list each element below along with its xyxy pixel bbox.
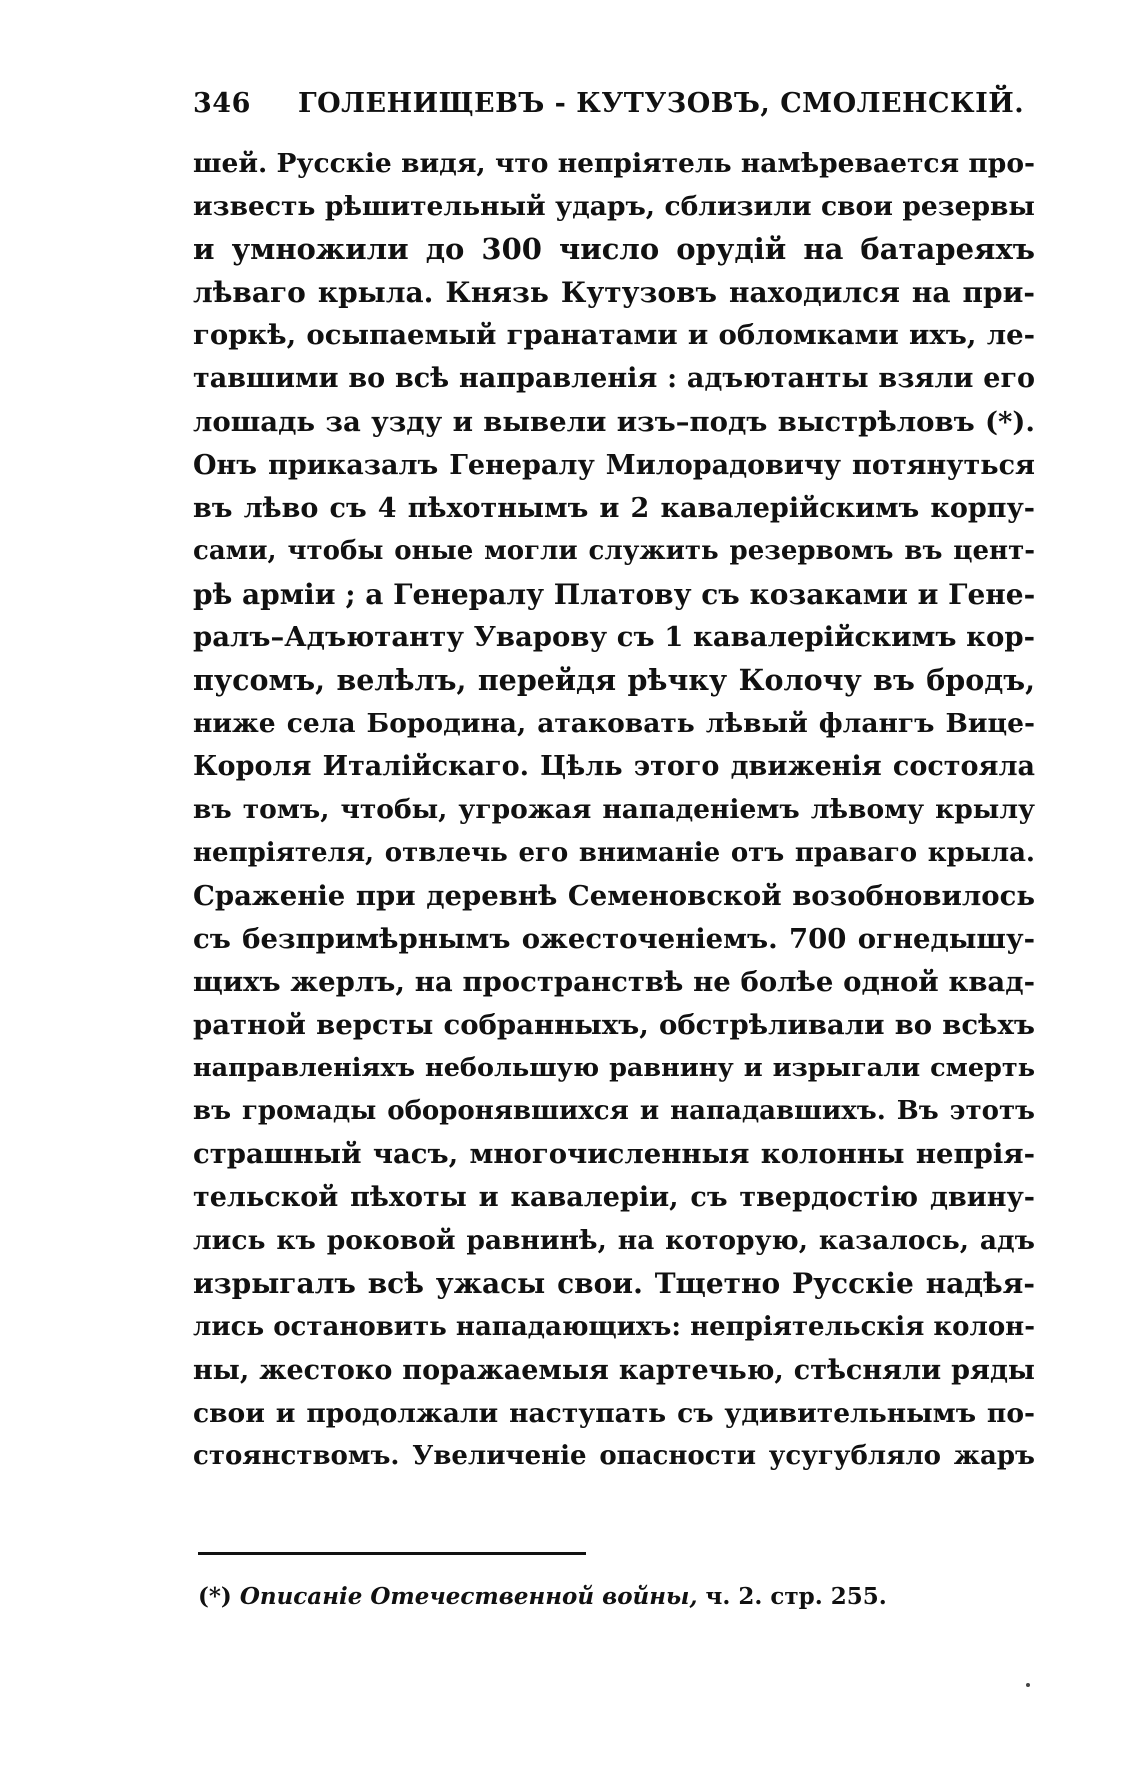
footnote-marker: (*) [198, 1583, 232, 1610]
text-line: направленіяхъ небольшую равнину и изрыгали смерть [193, 1052, 1035, 1083]
text-line: лись остановить нападающихъ: непріятельскія колон- [193, 1311, 1035, 1342]
text-line: въ громады оборонявшихся и нападавшихъ. Въ этотъ [193, 1096, 1035, 1127]
text-line: лошадь за узду и вывели изъ–подъ выстрѣловъ (*). [193, 405, 1035, 438]
text-line: рѣ арміи ; а Генералу Платову съ козаками и Гене- [193, 577, 1035, 611]
text-line: ниже села Бородина, атаковать лѣвый флангъ Вице- [193, 708, 1035, 740]
text-line: известь рѣшительный ударъ, сблизили свои резервы [193, 191, 1035, 223]
text-line: въ лѣво съ 4 пѣхотнымъ и 2 кавалерійскимъ корпу- [193, 492, 1035, 524]
page-number: 346 [193, 88, 251, 119]
running-title: ГОЛЕНИЩЕВЪ - КУТУЗОВЪ, СМОЛЕНСКІЙ. [298, 88, 1025, 119]
body-text [193, 142, 1035, 1478]
footnote-rule [198, 1552, 586, 1555]
footnote-reference: ч. 2. стр. 255. [705, 1583, 887, 1610]
text-line: съ безпримѣрнымъ ожесточеніемъ. 700 огнедышу- [193, 922, 1035, 955]
text-line: сами, чтобы оные могли служить резервомъ въ цент- [193, 535, 1035, 566]
text-line: свои и продолжали наступать съ удивительнымъ по- [193, 1397, 1035, 1429]
text-line: тельской пѣхоты и кавалеріи, съ твердостію двину- [193, 1182, 1035, 1214]
text-line: и умножили до 300 число орудій на батареяхъ [193, 232, 1035, 267]
text-line: ралъ–Адъютанту Уварову съ 1 кавалерійскимъ кор- [193, 621, 1035, 654]
text-line: изрыгалъ всѣ ужасы свои. Тщетно Русскіе надѣя- [193, 1267, 1035, 1301]
text-line: горкѣ, осыпаемый гранатами и обломками ихъ, ле- [193, 319, 1035, 352]
ink-speck [1026, 1683, 1030, 1687]
text-line: щихъ жерлъ, на пространствѣ не болѣе одной квад- [193, 965, 1035, 998]
footnote-source-title: Описаніе Отечественной войны, [239, 1583, 698, 1610]
text-line: шей. Русскіе видя, что непріятель намѣревается про- [193, 148, 1035, 179]
footnote [198, 1583, 887, 1610]
text-line: страшный часъ, многочисленныя колонны непрія- [193, 1138, 1035, 1171]
page-header [193, 88, 1035, 128]
text-line: въ томъ, чтобы, угрожая нападеніемъ лѣвому крылу [193, 794, 1035, 826]
text-line: Сраженіе при деревнѣ Семеновской возобновилось [193, 879, 1035, 912]
text-line: непріятеля, отвлечь его вниманіе отъ праваго крыла. [193, 837, 1035, 868]
text-line: Онъ приказалъ Генералу Милорадовичу потянуться [193, 449, 1035, 481]
text-line: тавшими во всѣ направленія : адъютанты взяли его [193, 363, 1035, 395]
text-line: стоянствомъ. Увеличеніе опасности усугубляло жаръ [193, 1440, 1035, 1471]
text-line: Короля Италійскаго. Цѣль этого движенія состояла [193, 751, 1035, 783]
text-line: лѣваго крыла. Князь Кутузовъ находился на при- [193, 276, 1035, 310]
text-line: ратной версты собранныхъ, обстрѣливали во всѣхъ [193, 1008, 1035, 1041]
text-line: лись къ роковой равнинѣ, на которую, казалось, адъ [193, 1225, 1035, 1257]
text-line: ны, жестоко поражаемыя картечью, стѣсняли ряды [193, 1354, 1035, 1386]
text-line: пусомъ, велѣлъ, перейдя рѣчку Колочу въ бродъ, [193, 663, 1035, 698]
